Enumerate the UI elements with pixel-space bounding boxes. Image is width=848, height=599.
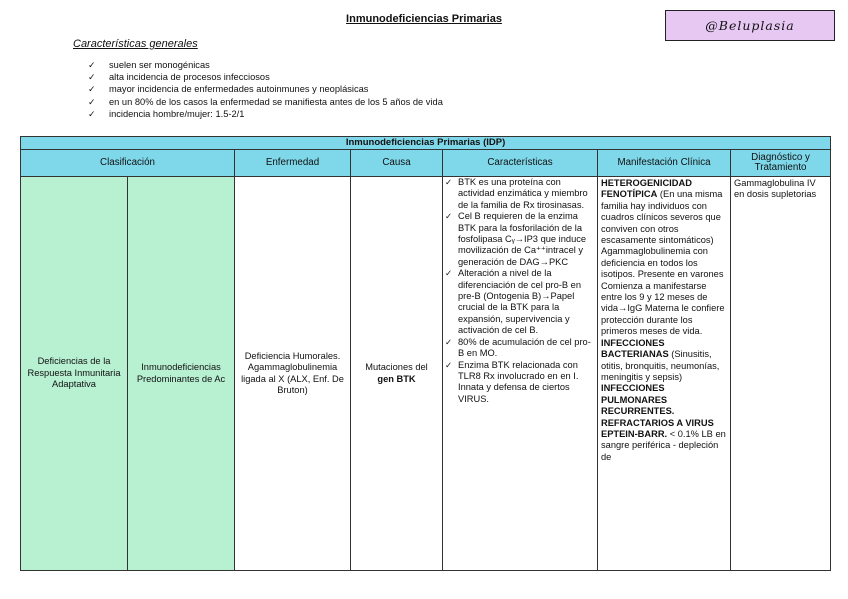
- list-item: ✓ alta incidencia de procesos infecciosos: [88, 72, 270, 83]
- causa-text: Mutaciones del: [365, 362, 428, 373]
- general-points-list: [88, 59, 443, 120]
- document-title: Inmunodeficiencias Primarias: [346, 13, 502, 25]
- list-item: ✓ incidencia hombre/mujer: 1.5-2/1: [88, 108, 245, 119]
- author-tag: [665, 10, 835, 41]
- list-item: ✓ Alteración a nivel de la diferenciación de cel pro-B en pre-B (Ontogenia B)→Papel crucial de la BTK para la expansión, supervivencia y activación de cel B.: [445, 268, 581, 336]
- list-item: ✓ 80% de acumulación de cel pro-B en MO.: [445, 336, 591, 359]
- caracteristicas-list: [443, 177, 597, 405]
- list-item: ✓ Enzima BTK relacionada con TLR8 Rx involucrado en en I. Innata y defensa de ciertos VIRUS.: [445, 359, 579, 404]
- table-row: [21, 177, 831, 571]
- manifestacion-heading-2: INFECCIONES BACTERIANAS: [601, 337, 669, 360]
- header-caracteristicas: Características: [443, 150, 598, 177]
- cell-causa: [351, 177, 443, 571]
- manifestacion-text-2: (Sinusitis, otitis, bronquitis, neumonías, meningitis y sepsis): [601, 349, 720, 382]
- checkmark-icon: ✓: [445, 211, 453, 222]
- header-diagnostico: Diagnóstico y Tratamiento: [731, 150, 831, 177]
- cell-enfermedad: Deficiencia Humorales. Agammaglobulinemia ligada al X (ALX, Enf. De Bruton): [235, 177, 351, 571]
- list-item: ✓ en un 80% de los casos la enfermedad se manifiesta antes de los 5 años de vida: [88, 96, 443, 107]
- list-item: ✓ Cel B requieren de la enzima BTK para la fosforilación de la fosfolipasa Cᵧ→IP3 que induce movilización de Ca⁺⁺intracel y generación de DAG→PKC: [445, 211, 587, 267]
- checkmark-icon: ✓: [88, 72, 96, 83]
- manifestacion-heading-1: HETEROGENICIDAD FENOTÍPICA: [601, 178, 692, 200]
- section-heading: Características generales: [73, 38, 198, 50]
- idp-table: [20, 136, 831, 571]
- checkmark-icon: ✓: [88, 96, 96, 107]
- header-enfermedad: Enfermedad: [235, 150, 351, 177]
- author-tag-text: @Beluplasia: [705, 18, 795, 33]
- list-item: ✓ suelen ser monogénicas: [88, 60, 210, 70]
- checkmark-icon: ✓: [445, 268, 453, 279]
- header-causa: Causa: [351, 150, 443, 177]
- checkmark-icon: ✓: [88, 60, 96, 70]
- table-title: Inmunodeficiencias Primarias (IDP): [21, 137, 831, 150]
- cell-caracteristicas: [443, 177, 598, 571]
- cell-diagnostico: Gammaglobulina IV en dosis supletorias: [731, 177, 831, 571]
- cell-clasificacion-1: Deficiencias de la Respuesta Inmunitaria Adaptativa: [21, 177, 128, 571]
- header-manifestacion: Manifestación Clínica: [598, 150, 731, 177]
- header-clasificacion: Clasificación: [21, 150, 235, 177]
- checkmark-icon: ✓: [88, 108, 96, 119]
- checkmark-icon: ✓: [445, 359, 453, 370]
- checkmark-icon: ✓: [445, 177, 453, 187]
- causa-gene: gen BTK: [377, 373, 416, 384]
- checkmark-icon: ✓: [88, 84, 96, 95]
- cell-manifestacion: [598, 177, 731, 571]
- list-item: ✓ mayor incidencia de enfermedades autoinmunes y neoplásicas: [88, 84, 369, 95]
- manifestacion-text-3: < 0.1% LB en sangre periférica - depleción de: [601, 428, 726, 462]
- manifestacion-text-1: (En una misma familia hay individuos con cuadros clínicos severos que conviven con otros escasamente sintomáticos) Agammaglobulinemia con deficiencia en todos los isotipos. Presente en varones Comienza a manifestarse entre los 9 y 12 meses de vida→IgG Materna le confiere protección durante los primeros meses de vida.: [601, 189, 725, 337]
- list-item: ✓ BTK es una proteína con actividad enzimática y miembro de la familia de Rx tirosinasas.: [445, 177, 588, 210]
- cell-clasificacion-2: Inmunodeficiencias Predominantes de Ac: [128, 177, 235, 571]
- manifestacion-heading-3: INFECCIONES PULMONARES RECURRENTES. REFRACTARIOS A VIRUS EPTEIN-BARR.: [601, 383, 714, 439]
- checkmark-icon: ✓: [445, 336, 453, 347]
